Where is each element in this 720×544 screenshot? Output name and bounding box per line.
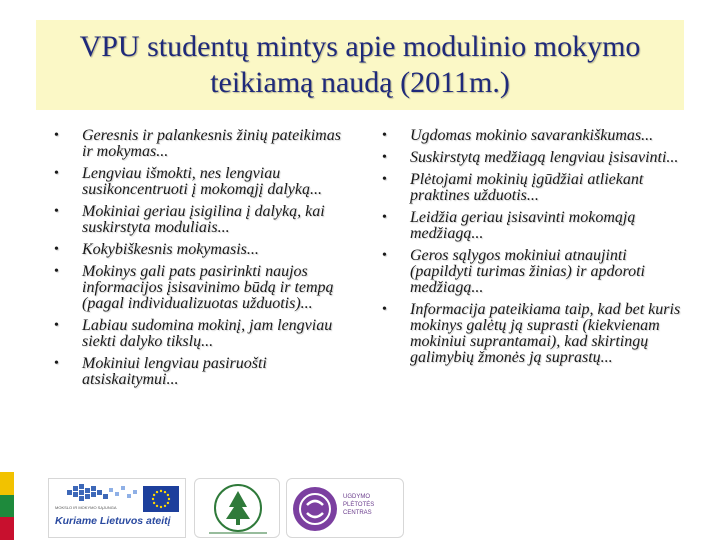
esf-logo-caption: MOKSLO IR MOKYMO SĄJUNGA [55,505,117,510]
bullet-icon: • [382,172,387,187]
eu-star-icon [152,498,154,500]
eu-star-icon [153,502,155,504]
eu-star-icon [156,491,158,493]
flag-band-red [0,517,14,540]
bullet-icon: • [382,210,387,225]
bullet-icon: • [382,150,387,165]
flag-band-yellow [0,472,14,495]
eu-star-icon [164,505,166,507]
list-item: • Mokiniai geriau įsigilina į dalyką, kai suskirstyta moduliais... [54,203,325,236]
eu-star-icon [160,506,162,508]
list-item: • Leidžia geriau įsisavinti mokomąją medžiagą... [382,209,636,242]
flag-band-green [0,495,14,518]
lithuanian-flag-strip [0,472,14,540]
list-item: • Ugdomas mokinio savarankiškumas... [382,127,654,144]
bullet-icon: • [382,128,387,143]
list-item: • Lengviau išmokti, nes lengviau susikoncentruoti į mokomąjį dalyką... [54,165,322,198]
bullet-icon: • [54,264,59,279]
education-centre-name: UGDYMO PLĖTOTĖS CENTRAS [343,494,375,516]
eu-star-icon [168,498,170,500]
list-item: • Kokybiškesnis mokymasis... [54,241,259,258]
list-item: • Mokiniui lengviau pasiruošti atsiskaitymui... [54,355,267,388]
bullet-icon: • [54,318,59,333]
slide-title-line-1: VPU studentų mintys apie modulinio mokymo [79,30,641,63]
list-item: • Informacija pateikiama taip, kad bet kuris mokinys galėtų ją suprasti (kiekvienam mokiniui suprantamai), kad skirtingų galimybių žmonės ją suprastų... [382,301,681,366]
eu-star-icon [156,505,158,507]
slide-title-box [36,20,684,110]
bullet-icon: • [382,302,387,317]
eu-star-icon [164,491,166,493]
bullet-icon: • [382,248,387,263]
list-item: • Mokinys gali pats pasirinkti naujos informacijos įsisavinimo būdą ir tempą (pagal individualizuotas užduotis)... [54,263,334,312]
tree-emblem-icon [195,479,281,539]
education-centre-logo [286,478,404,538]
slide-title-line-2: teikiamą naudą (2011m.) [210,66,510,99]
list-item: • Suskirstytą medžiagą lengviau įsisavinti... [382,149,679,166]
list-item: • Labiau sudomina mokinį, jam lengviau siekti dalyko tikslų... [54,317,333,350]
eu-stars-icon [143,486,179,512]
pixel-map-icon [67,482,147,506]
bullet-icon: • [54,356,59,371]
bullet-icon: • [54,204,59,219]
right-bullet-list [380,128,690,372]
eu-star-icon [167,502,169,504]
eu-star-icon [153,494,155,496]
list-item: • Geros sąlygos mokiniui atnaujinti (papildyti turimas žinias) ir apdoroti medžiagą... [382,247,645,296]
eu-star-icon [167,494,169,496]
bullet-icon: • [54,166,59,181]
bullet-icon: • [54,242,59,257]
eu-star-icon [160,490,162,492]
list-item: • Plėtojami mokinių įgūdžiai atliekant praktines užduotis... [382,171,644,204]
left-bullet-list [52,128,352,394]
upc-emblem-icon [287,479,347,539]
list-item: • Geresnis ir palankesnis žinių pateikimas ir mokymas... [54,127,341,160]
eu-flag-icon [143,486,179,512]
bullet-icon: • [54,128,59,143]
forestry-school-logo [194,478,280,538]
esf-logo-slogan: Kuriame Lietuvos ateitį [55,515,171,527]
